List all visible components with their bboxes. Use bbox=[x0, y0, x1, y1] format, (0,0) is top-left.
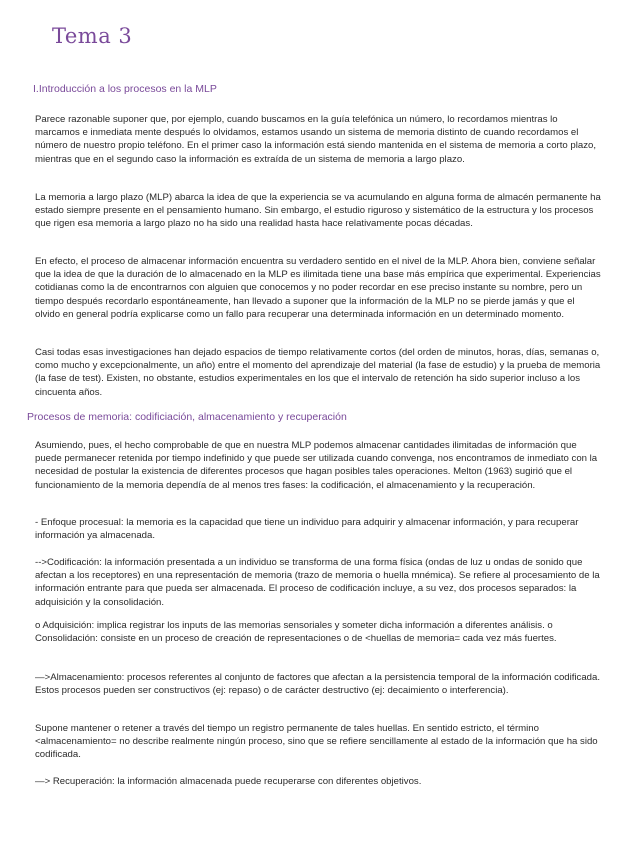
paragraph-encoding: -->Codificación: la información presentada a un individuo se transforma de una forma física (ondas de luz u ondas de sonido que afectan a los receptores) en una representación de memoria (trazo de memoria o huella mnémica). Se refiere al procesamiento de la información entrante para que pueda ser almacenada. El proceso de codificación incluye, a su vez, dos procesos separados: la adquisición y la consolidación. bbox=[35, 557, 600, 608]
paragraph-2: La memoria a largo plazo (MLP) abarca la idea de que la experiencia se va acumulando en alguna forma de almacén permanente ha estado siempre presente en el pensamiento humano. Sin embargo, el estudio riguroso y sistemático de la estructura y los procesos que rigen esa memoria a largo plazo no ha sido una realidad hasta hace relativamente pocas décadas. bbox=[35, 192, 601, 230]
paragraph-5: Asumiendo, pues, el hecho comprobable de que en nuestra MLP podemos almacenar cantidades ilimitadas de información que puede permanecer retenida por tiempo indefinido y que puede ser utilizada cuando convenga, nos encontramos de inmediato con la necesidad de postular la existencia de diferentes procesos que hagan posibles tales operaciones. Melton (1963) sugirió que el funcionamiento de la memoria dependía de al menos tres fases: la codificación, el almacenamiento y la recuperación. bbox=[35, 440, 598, 491]
paragraph-1: Parece razonable suponer que, por ejemplo, cuando buscamos en la guía telefónica un número, lo recordamos mientras lo marcamos e inmediata mente después lo olvidamos, estamos usando un sistema de memoria distinto de cuando recordamos el número de nuestro propio teléfono. En el primer caso la información está siendo mantenida en el sistema de memoria a corto plazo, mientras que en el segundo caso la información es extraída de un sistema de memoria a largo plazo. bbox=[35, 114, 597, 165]
paragraph-4: Casi todas esas investigaciones han dejado espacios de tiempo relativamente cortos (del orden de minutos, horas, días, semanas o, como mucho y excepcionalmente, un año) entre el momento del aprendizaje del material (la fase de estudio) y la prueba de memoria (la fase de test). Existen, no obstante, estudios experimentales en los que el intervalo de retención ha sido superior incluso a los cincuenta años. bbox=[35, 347, 601, 398]
paragraph-storage-detail: Supone mantener o retener a través del tiempo un registro permanente de tales huellas. En sentido estricto, el término <almacenamiento= no describe realmente ningún proceso, sino que se refiere sencillamente al estado de la información que ha sido codificada. bbox=[35, 723, 598, 761]
paragraph-acquisition-consolidation: o Adquisición: implica registrar los inputs de las memorias sensoriales y someter dicha información a diferentes análisis. o Consolidación: consiste en un proceso de creación de representaciones o de <huellas de memoria= cada vez más fuertes. bbox=[35, 620, 557, 645]
paragraph-3: En efecto, el proceso de almacenar información encuentra su verdadero sentido en el nivel de la MLP. Ahora bien, conviene señalar que la idea de que la duración de lo almacenado en la MLP es ilimitada tiene una base más empírica que experimental. Experiencias cotidianas como la de encontrarnos con alguien que conocemos y no poder recordar en ese preciso instante su nombre, pero un tiempo después recordarlo espontáneamente, han llevado a suponer que la información de la MLP no se pierde jamás y que el olvido en general podría explicarse como un fallo para recuperar una determinada información en un determinado momento. bbox=[35, 256, 601, 320]
section-heading-processes: Procesos de memoria: codificiación, almacenamiento y recuperación bbox=[27, 411, 347, 423]
paragraph-storage: —>Almacenamiento: procesos referentes al conjunto de factores que afectan a la persistencia temporal de la información codificada. Estos procesos pueden ser constructivos (ej: repaso) o de carácter destructivo (ej: decaimiento o interferencia). bbox=[35, 672, 601, 697]
paragraph-retrieval: —> Recuperación: la información almacenada puede recuperarse con diferentes objetivos. bbox=[35, 776, 422, 787]
section-heading-intro: I.Introducción a los procesos en la MLP bbox=[33, 83, 217, 95]
page-title: Tema 3 bbox=[52, 24, 133, 48]
paragraph-procedural-approach: - Enfoque procesual: la memoria es la capacidad que tiene un individuo para adquirir y almacenar información, y para recuperar información ya almacenada. bbox=[35, 517, 579, 542]
